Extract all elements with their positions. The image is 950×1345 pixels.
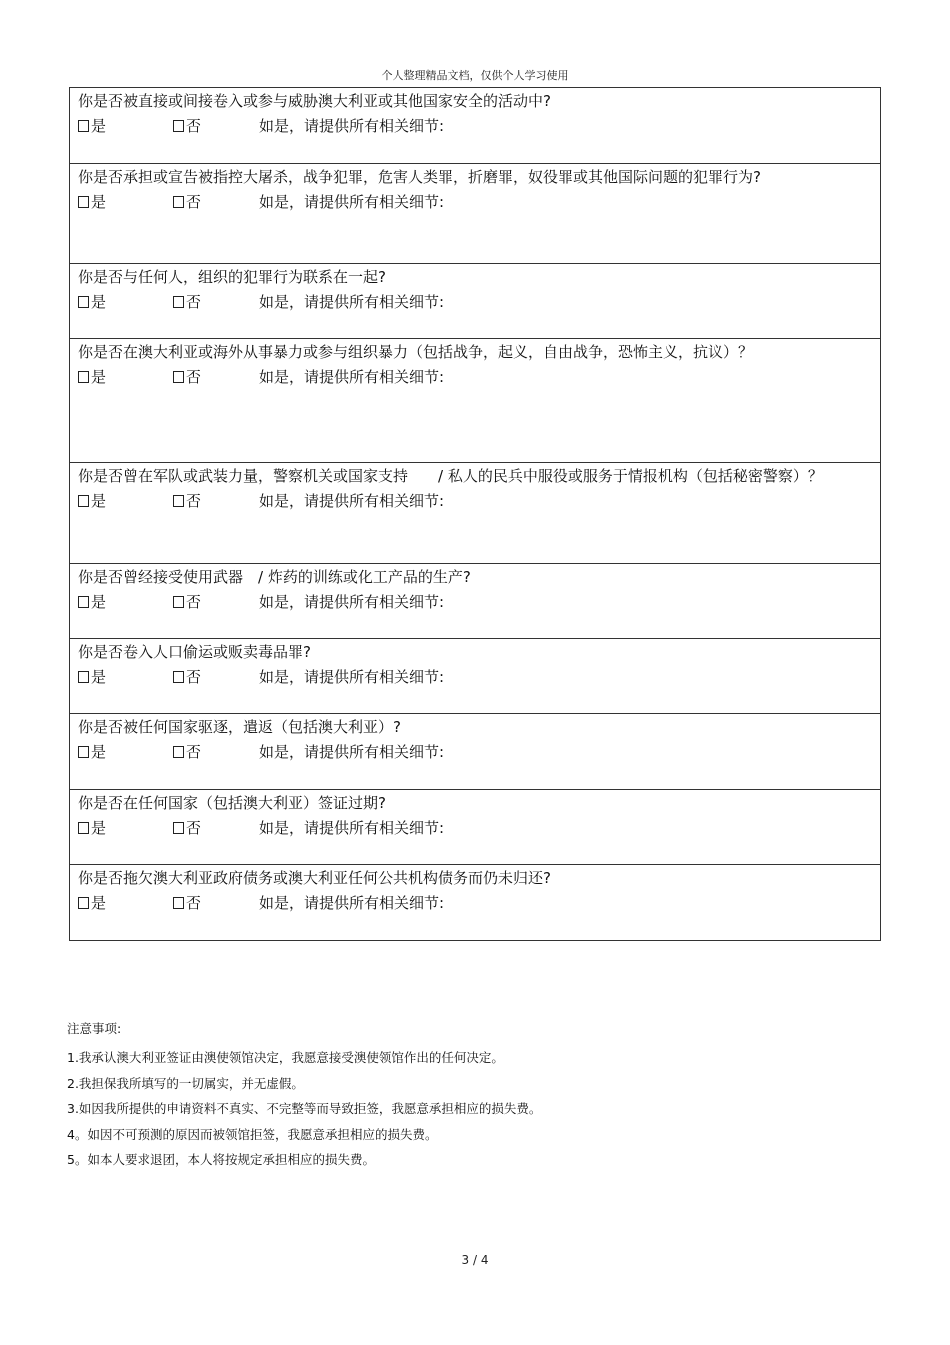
- no-option[interactable]: [173, 890, 259, 916]
- note-item: 3.如因我所提供的申请资料不真实、不完整等而导致拒签，我愿意承担相应的损失费。: [67, 1101, 542, 1116]
- checkbox-icon[interactable]: [78, 596, 89, 608]
- details-prompt: 如是，请提供所有相关细节:: [259, 193, 445, 211]
- no-label: 否: [186, 293, 202, 311]
- yes-option[interactable]: [78, 488, 173, 514]
- checkbox-icon[interactable]: [78, 495, 89, 507]
- page-number: 3 / 4: [461, 1253, 489, 1267]
- details-prompt: 如是，请提供所有相关细节:: [259, 668, 445, 686]
- answer-options: [78, 664, 872, 690]
- yes-label: 是: [91, 293, 107, 311]
- question-row: [70, 714, 880, 790]
- yes-label: 是: [91, 193, 107, 211]
- details-prompt: 如是，请提供所有相关细节:: [259, 293, 445, 311]
- no-label: 否: [186, 117, 202, 135]
- checkbox-icon[interactable]: [173, 897, 184, 909]
- question-text: 你是否在澳大利亚或海外从事暴力或参与组织暴力（包括战争，起义，自由战争，恐怖主义，抗议）？: [78, 343, 754, 361]
- checkbox-icon[interactable]: [173, 671, 184, 683]
- yes-label: 是: [91, 117, 107, 135]
- yes-label: 是: [91, 894, 107, 912]
- no-label: 否: [186, 668, 202, 686]
- no-option[interactable]: [173, 815, 259, 841]
- answer-options: [78, 890, 872, 916]
- question-row: [70, 639, 880, 714]
- yes-option[interactable]: [78, 189, 173, 215]
- checkbox-icon[interactable]: [78, 196, 89, 208]
- no-label: 否: [186, 743, 202, 761]
- checkbox-icon[interactable]: [173, 196, 184, 208]
- no-label: 否: [186, 368, 202, 386]
- no-label: 否: [186, 593, 202, 611]
- notes-title: 注意事项:: [67, 1021, 122, 1036]
- note-item: 5。如本人要求退团，本人将按规定承担相应的损失费。: [67, 1152, 375, 1167]
- question-row: [70, 264, 880, 339]
- answer-options: [78, 364, 872, 390]
- checkbox-icon[interactable]: [173, 746, 184, 758]
- question-row: [70, 564, 880, 639]
- no-label: 否: [186, 492, 202, 510]
- note-item: 4。如因不可预测的原因而被领馆拒签，我愿意承担相应的损失费。: [67, 1126, 438, 1142]
- checkbox-icon[interactable]: [173, 596, 184, 608]
- yes-option[interactable]: [78, 739, 173, 765]
- question-table: [69, 87, 881, 941]
- answer-options: [78, 589, 872, 615]
- no-label: 否: [186, 193, 202, 211]
- notes-section: [67, 1019, 887, 1173]
- yes-option[interactable]: [78, 289, 173, 315]
- checkbox-icon[interactable]: [78, 746, 89, 758]
- question-text: 你是否拖欠澳大利亚政府债务或澳大利亚任何公共机构债务而仍未归还?: [78, 869, 551, 887]
- no-option[interactable]: [173, 289, 259, 315]
- checkbox-icon[interactable]: [173, 495, 184, 507]
- no-option[interactable]: [173, 589, 259, 615]
- answer-options: [78, 739, 872, 765]
- answer-options: [78, 113, 872, 139]
- yes-option[interactable]: [78, 589, 173, 615]
- checkbox-icon[interactable]: [78, 897, 89, 909]
- yes-label: 是: [91, 593, 107, 611]
- details-prompt: 如是，请提供所有相关细节:: [259, 492, 445, 510]
- yes-option[interactable]: [78, 364, 173, 390]
- checkbox-icon[interactable]: [173, 120, 184, 132]
- no-label: 否: [186, 894, 202, 912]
- yes-label: 是: [91, 368, 107, 386]
- no-option[interactable]: [173, 739, 259, 765]
- note-item: 2.我担保我所填写的一切属实，并无虚假。: [67, 1075, 304, 1091]
- details-prompt: 如是，请提供所有相关细节:: [259, 819, 445, 837]
- question-text: 你是否被直接或间接卷入或参与威胁澳大利亚或其他国家安全的活动中?: [78, 92, 551, 110]
- answer-options: [78, 189, 872, 215]
- no-option[interactable]: [173, 189, 259, 215]
- question-text: 你是否卷入人口偷运或贩卖毒品罪?: [78, 643, 311, 661]
- question-row: [70, 790, 880, 865]
- question-row: [70, 164, 880, 264]
- note-item: 1.我承认澳大利亚签证由澳使领馆决定，我愿意接受澳使领馆作出的任何决定。: [67, 1050, 504, 1065]
- question-row: [70, 463, 880, 564]
- yes-label: 是: [91, 743, 107, 761]
- yes-option[interactable]: [78, 664, 173, 690]
- checkbox-icon[interactable]: [173, 822, 184, 834]
- details-prompt: 如是，请提供所有相关细节:: [259, 894, 445, 912]
- checkbox-icon[interactable]: [78, 296, 89, 308]
- question-text: 你是否被任何国家驱逐，遣返（包括澳大利亚）?: [78, 718, 401, 736]
- page-header: 个人整理精品文档，仅供个人学习使用: [381, 69, 569, 82]
- details-prompt: 如是，请提供所有相关细节:: [259, 117, 445, 135]
- checkbox-icon[interactable]: [78, 822, 89, 834]
- details-prompt: 如是，请提供所有相关细节:: [259, 743, 445, 761]
- question-row: [70, 865, 880, 941]
- checkbox-icon[interactable]: [173, 371, 184, 383]
- yes-option[interactable]: [78, 815, 173, 841]
- no-option[interactable]: [173, 364, 259, 390]
- question-text: 你是否在任何国家（包括澳大利亚）签证过期?: [78, 794, 386, 812]
- yes-label: 是: [91, 819, 107, 837]
- question-text: 你是否曾经接受使用武器 / 炸药的训练或化工产品的生产?: [78, 568, 471, 586]
- details-prompt: 如是，请提供所有相关细节:: [259, 593, 445, 611]
- yes-label: 是: [91, 668, 107, 686]
- question-row: [70, 88, 880, 164]
- checkbox-icon[interactable]: [78, 671, 89, 683]
- no-option[interactable]: [173, 664, 259, 690]
- question-text: 你是否与任何人，组织的犯罪行为联系在一起?: [78, 268, 386, 286]
- question-row: [70, 339, 880, 463]
- yes-label: 是: [91, 492, 107, 510]
- yes-option[interactable]: [78, 890, 173, 916]
- question-text: 你是否曾在军队或武装力量，警察机关或国家支持 / 私人的民兵中服役或服务于情报机构（包括秘密警察）？: [78, 467, 823, 485]
- no-option[interactable]: [173, 488, 259, 514]
- yes-option[interactable]: [78, 113, 173, 139]
- answer-options: [78, 289, 872, 315]
- answer-options: [78, 488, 872, 514]
- details-prompt: 如是，请提供所有相关细节:: [259, 368, 445, 386]
- checkbox-icon[interactable]: [173, 296, 184, 308]
- checkbox-icon[interactable]: [78, 371, 89, 383]
- checkbox-icon[interactable]: [78, 120, 89, 132]
- no-option[interactable]: [173, 113, 259, 139]
- no-label: 否: [186, 819, 202, 837]
- answer-options: [78, 815, 872, 841]
- question-text: 你是否承担或宣告被指控大屠杀，战争犯罪，危害人类罪，折磨罪，奴役罪或其他国际问题的犯罪行为?: [78, 168, 761, 186]
